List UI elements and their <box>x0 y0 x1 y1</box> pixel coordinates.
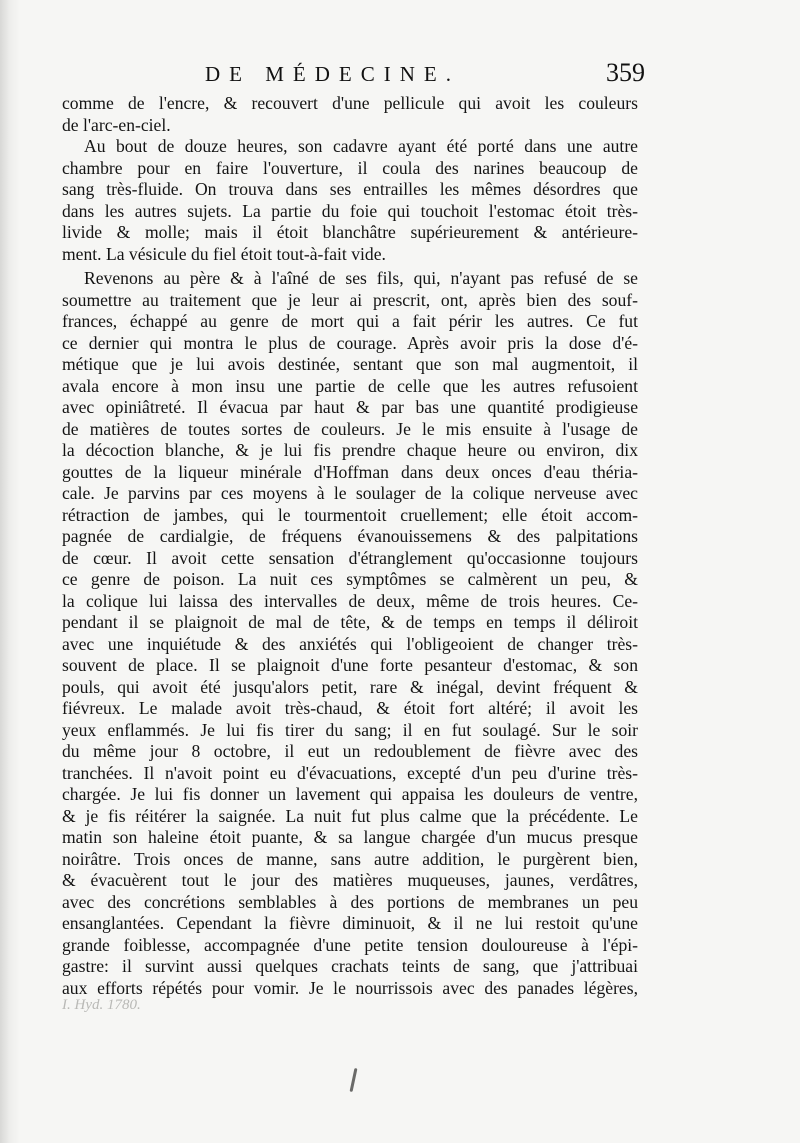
text-line: sang très-fluide. On trouva dans ses entrailles les mêmes désordres que <box>62 179 638 199</box>
text-line: de cœur. Il avoit cette sensation d'étranglement qu'occasionne toujours <box>62 547 638 568</box>
text-line: Revenons au père & à l'aîné de ses fils, qui, n'ayant pas refusé de se <box>84 268 638 288</box>
text-line: yeux enflammés. Je lui fis tirer du sang; il en fut soulagé. Sur le soir <box>62 719 638 740</box>
text-line: gouttes de la liqueur minérale d'Hoffman dans deux onces d'eau théria- <box>62 461 638 482</box>
text-line: métique que je lui avois destinée, sentant que son mal augmentoit, il <box>62 354 638 374</box>
text-line: chargée. Je lui fis donner un lavement qui appaisa les douleurs de ventre, <box>62 784 638 804</box>
text-line: livide & molle; mais il étoit blanchâtre supérieurement & antérieure- <box>62 222 638 242</box>
text-line: avec des concrétions semblables à des portions de membranes un peu <box>62 891 638 912</box>
text-line: la colique lui laissa des intervalles de deux, même de trois heures. Ce- <box>62 590 638 611</box>
text-line: pendant il se plaignoit de mal de tête, & de temps en temps il déliroit <box>62 612 638 632</box>
running-head: DE MÉDECINE. <box>205 62 460 86</box>
text-line: cale. Je parvins par ces moyens à le soulager de la colique nerveuse avec <box>62 483 638 503</box>
text-line: de matières de toutes sortes de couleurs. Je le mis ensuite à l'usage de <box>62 418 638 439</box>
text-line: soumettre au traitement que je leur ai prescrit, ont, après bien des souf- <box>62 289 638 310</box>
text-line: grande foiblesse, accompagnée d'une petite tension douloureuse à l'épi- <box>62 934 638 955</box>
text-line: la décoction blanche, & je lui fis prendre chaque heure ou environ, dix <box>62 440 638 460</box>
text-line: & je fis réitérer la saignée. La nuit fut plus calme que la précédente. Le <box>62 805 638 826</box>
show-through-text: I. Hyd. 1780. <box>62 997 141 1013</box>
text-line: ensanglantées. Cependant la fièvre diminuoit, & il ne lui restoit qu'une <box>62 913 638 933</box>
text-line: du même jour 8 octobre, il eut un redoublement de fièvre avec des <box>62 741 638 761</box>
text-line: matin son haleine étoit puante, & sa langue chargée d'un mucus presque <box>62 827 638 847</box>
gutter-shadow <box>0 0 20 1143</box>
text-line: ce dernier qui montra le plus de courage. Après avoir pris la dose d'é- <box>62 332 638 353</box>
text-line: avec opiniâtreté. Il évacua par haut & par bas une quantité prodigieuse <box>62 397 638 417</box>
text-line: comme de l'encre, & recouvert d'une pellicule qui avoit les couleurs <box>62 93 638 113</box>
text-line: rétraction de jambes, qui le tourmentoit cruellement; elle étoit accom- <box>62 504 638 525</box>
text-line: noirâtre. Trois onces de manne, sans autre addition, le purgèrent bien, <box>62 848 638 869</box>
text-line: avec une inquiétude & des anxiétés qui l'obligeoient de changer très- <box>62 633 638 654</box>
text-line: tranchées. Il n'avoit point eu d'évacuations, excepté d'un peu d'urine très- <box>62 762 638 783</box>
text-line: dans les autres sujets. La partie du foie qui touchoit l'estomac étoit très- <box>62 200 638 221</box>
text-line: pagnée de cardialgie, de fréquens évanouissemens & des palpitations <box>62 526 638 546</box>
page-header <box>205 58 645 94</box>
text-line: chambre pour en faire l'ouverture, il coula des narines beaucoup de <box>62 157 638 178</box>
text-line: de l'arc-en-ciel. <box>62 114 171 135</box>
text-line: Au bout de douze heures, son cadavre ayant été porté dans une autre <box>84 136 638 156</box>
page-number: 359 <box>606 58 645 87</box>
text-line: aux efforts répétés pour vomir. Je le nourrissois avec des panades légères, <box>62 977 638 998</box>
text-line: ment. La vésicule du fiel étoit tout-à-fait vide. <box>62 243 386 264</box>
body-text <box>62 93 638 999</box>
text-line: fiévreux. Le malade avoit très-chaud, & étoit fort altéré; il avoit les <box>62 698 638 718</box>
text-line: frances, échappé au genre de mort qui a fait périr les autres. Ce fut <box>62 311 638 331</box>
text-line: gastre: il survint aussi quelques crachats teints de sang, que j'attribuai <box>62 956 638 976</box>
text-line: ce genre de poison. La nuit ces symptômes se calmèrent un peu, & <box>62 569 638 589</box>
text-line: & évacuèrent tout le jour des matières muqueuses, jaunes, verdâtres, <box>62 870 638 890</box>
text-line: avala encore à mon insu une partie de celle que les autres refusoient <box>62 375 638 396</box>
text-line: souvent de place. Il se plaignoit d'une forte pesanteur d'estomac, & son <box>62 655 638 675</box>
text-line: pouls, qui avoit été jusqu'alors petit, rare & inégal, devint fréquent & <box>62 676 638 697</box>
